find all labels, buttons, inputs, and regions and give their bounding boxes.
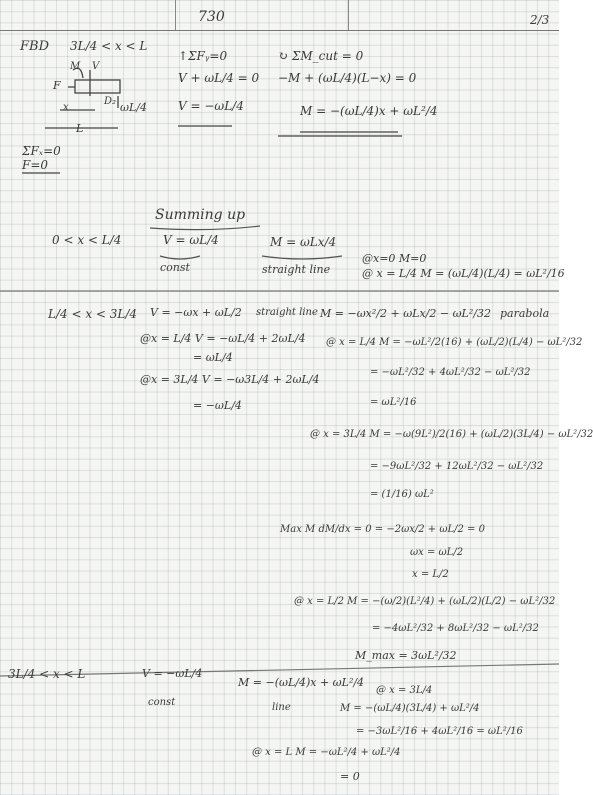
- fbd-length-label: L: [76, 122, 84, 135]
- section3-line-3: = −3ωL²/16 + 4ωL²/16 = ωL²/16: [356, 726, 523, 737]
- section1-v-note: const: [160, 261, 190, 274]
- section2-m-line-1: @ x = L/4 M = −ωL²/2(16) + (ωL/2)(L/4) − ωL²/32: [326, 337, 583, 348]
- section2-max-line-6: M_max = 3ωL²/32: [355, 649, 457, 662]
- summing-up-underline: [150, 226, 260, 230]
- section1-bc1: @x=0 M=0: [362, 252, 427, 265]
- page-fraction: 2/3: [530, 13, 550, 27]
- fbd-load-label: ωL/4: [120, 101, 147, 114]
- sum-m-line-3: M = −(ωL/4)x + ωL²/4: [300, 104, 438, 118]
- fbd-v-label: V: [92, 61, 100, 72]
- sum-fy-line-3: V = −ωL/4: [178, 99, 244, 113]
- summing-up-title: Summing up: [155, 207, 246, 223]
- sum-m-line-1: ↻ ΣM_cut = 0: [278, 49, 364, 63]
- section2-max-line-3: x = L/2: [412, 569, 449, 580]
- section3-line-4: @ x = L M = −ωL²/4 + ωL²/4: [252, 747, 401, 758]
- section1-v-brace: [160, 256, 200, 259]
- sum-fy-line-1: ↑ΣFᵧ=0: [178, 49, 228, 63]
- section3-line-1: @ x = 3L/4: [376, 685, 433, 696]
- section2-v-note: straight line: [256, 307, 318, 318]
- fbd-moment-label: M: [70, 61, 81, 72]
- section2-m-note: parabola: [500, 307, 550, 320]
- section3-line-5: = 0: [340, 770, 360, 783]
- section1-m-brace: [262, 256, 342, 259]
- fbd-title: FBD: [20, 39, 49, 54]
- section2-v-line-1: @x = L/4 V = −ωL/4 + 2ωL/4: [140, 332, 306, 345]
- section3-line-2: M = −(ωL/4)(3L/4) + ωL²/4: [340, 703, 480, 714]
- section3-m-eq: M = −(ωL/4)x + ωL²/4: [238, 676, 365, 689]
- page-number: 730: [198, 9, 225, 25]
- fbd-range: 3L/4 < x < L: [70, 39, 148, 53]
- section1-m-eq: M = ωLx/4: [270, 235, 337, 249]
- section2-v-line-3: @x = 3L/4 V = −ω3L/4 + 2ωL/4: [140, 373, 320, 386]
- section1-m-note: straight line: [262, 263, 331, 276]
- section2-v-line-2: = ωL/4: [193, 351, 233, 364]
- section1-v-eq: V = ωL/4: [163, 233, 219, 247]
- section2-range: L/4 < x < 3L/4: [48, 307, 138, 321]
- section1-bc2: @ x = L/4 M = (ωL/4)(L/4) = ωL²/16: [362, 267, 565, 280]
- section2-m-line-2: = −ωL²/32 + 4ωL²/32 − ωL²/32: [370, 367, 531, 378]
- section2-m-line-6: = (1/16) ωL²: [370, 489, 434, 500]
- section3-range: 3L/4 < x < L: [8, 667, 86, 681]
- section2-v-eq: V = −ωx + ωL/2: [150, 306, 242, 319]
- fbd-force-label: F: [53, 79, 61, 92]
- section2-v-line-4: = −ωL/4: [193, 399, 242, 412]
- section3-m-note: line: [272, 702, 291, 713]
- section2-m-eq: M = −ωx²/2 + ωLx/2 − ωL²/32: [320, 307, 491, 320]
- sum-fx-line-1: ΣFₓ=0: [22, 144, 61, 158]
- fbd-dist-label: D₂: [104, 96, 117, 107]
- fbd-x-label: x: [63, 102, 69, 113]
- section3-v-eq: V = −ωL/4: [142, 667, 203, 680]
- sum-m-line-2: −M + (ωL/4)(L−x) = 0: [278, 71, 417, 85]
- section2-m-line-3: = ωL²/16: [370, 397, 417, 408]
- sum-fx-line-2: F=0: [22, 158, 49, 172]
- section3-v-note: const: [148, 697, 176, 708]
- section2-max-line-4: @ x = L/2 M = −(ω/2)(L²/4) + (ωL/2)(L/2) − ωL²/32: [294, 596, 556, 607]
- section2-max-line-1: Max M dM/dx = 0 = −2ωx/2 + ωL/2 = 0: [280, 524, 485, 535]
- section1-range: 0 < x < L/4: [52, 233, 122, 247]
- section2-max-line-2: ωx = ωL/2: [410, 547, 464, 558]
- sum-fy-line-2: V + ωL/4 = 0: [178, 71, 260, 85]
- section2-max-line-5: = −4ωL²/32 + 8ωL²/32 − ωL²/32: [372, 623, 539, 634]
- section2-m-line-5: = −9ωL²/32 + 12ωL²/32 − ωL²/32: [370, 461, 544, 472]
- section2-m-line-4: @ x = 3L/4 M = −ω(9L²)/2(16) + (ωL/2)(3L/4) − ωL²/32: [310, 429, 593, 440]
